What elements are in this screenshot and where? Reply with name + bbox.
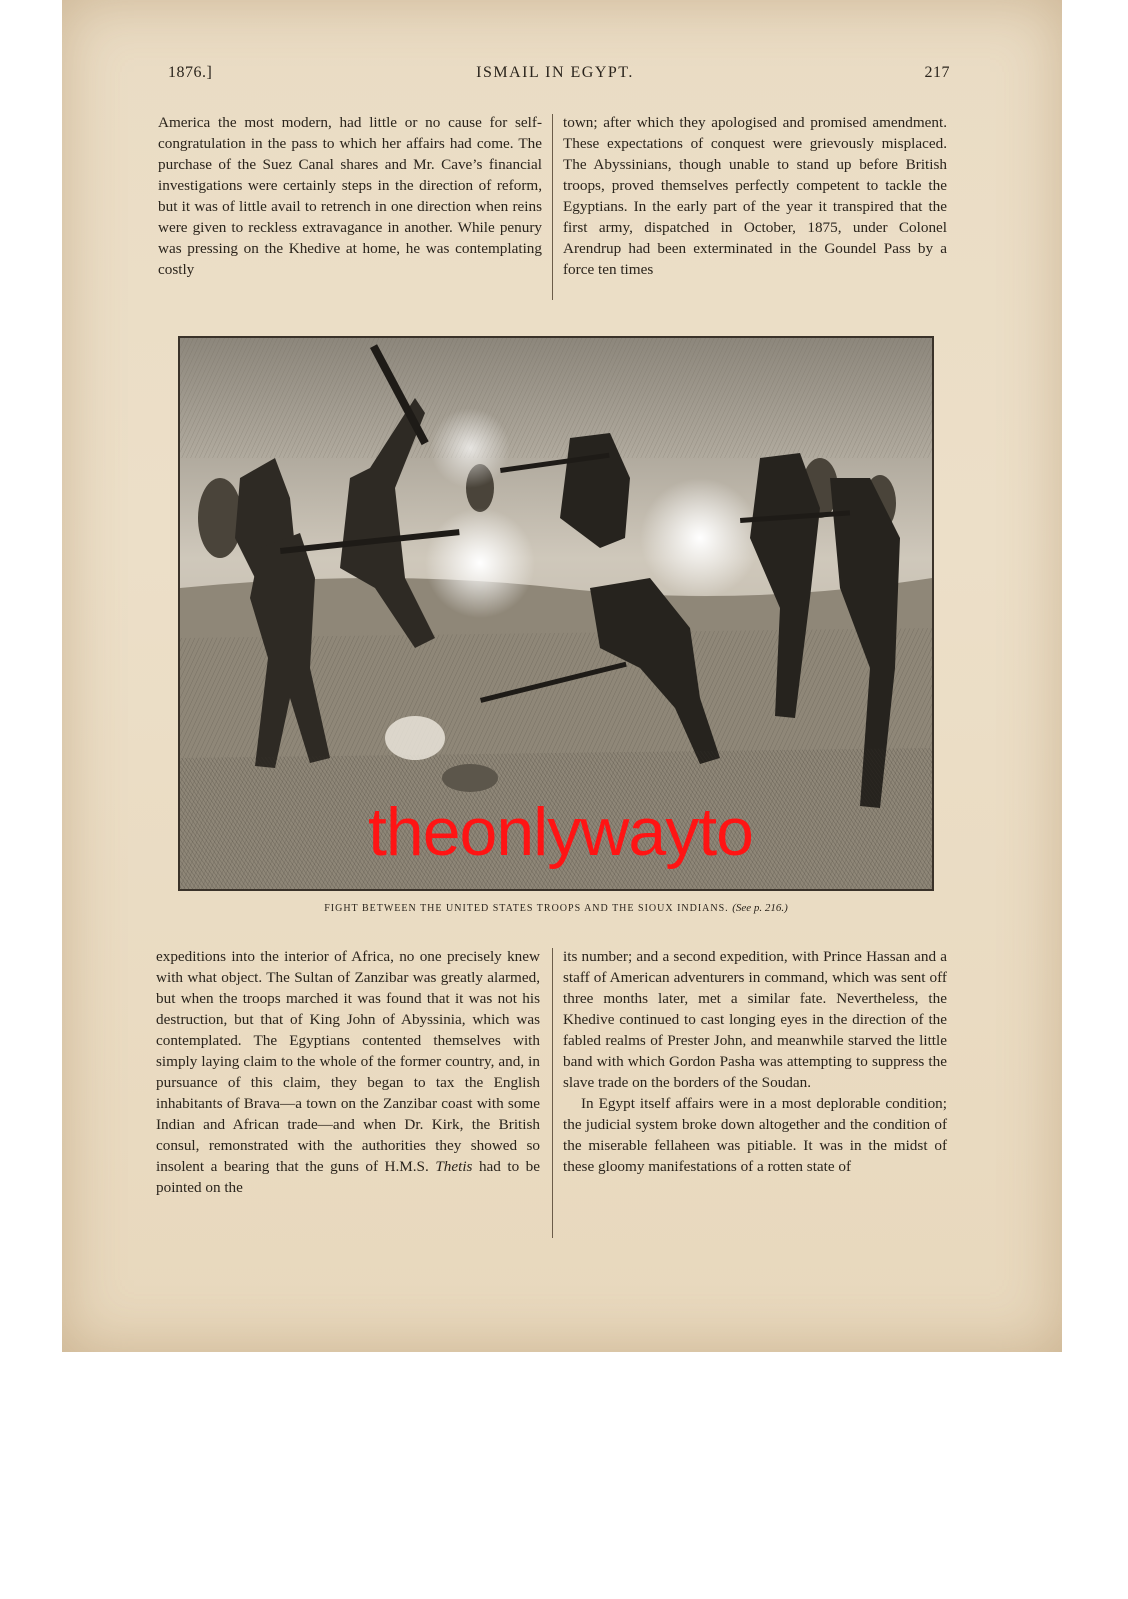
text-run: had to be pointed on the (156, 1158, 541, 1196)
column-top-right (563, 112, 947, 280)
watermark-text: theonlywayto (368, 794, 753, 870)
caption-reference: (See p. 216.) (732, 902, 788, 914)
column-top-left (158, 112, 542, 280)
column-bottom-left (156, 946, 540, 1198)
caption-text: FIGHT BETWEEN THE UNITED STATES TROOPS AND THE SIOUX INDIANS. (324, 903, 729, 914)
paragraph: In Egypt itself affairs were in a most deplorable condition; the judicial system broke down altogether and the condition of the miserable fellaheen was pitiable. It was in the midst of these gloomy manifestations of a rotten state of (563, 1095, 947, 1175)
text-run: expeditions into the interior of Africa, no one precisely knew with what object. The Sultan of Zanzibar was greatly alarmed, but when the troops marched it was found that it was not his destruction, but that of King John of Abyssinia, which was contemplated. The Egyptians contented themselves with simply laying claim to the whole of the former country, and, in pursuance of this claim, they began to tax the English inhabitants of Brava—a town on the Zanzibar coast with some Indian and African trade—and when Dr. Kirk, the British consul, remonstrated with the authorities they showed so insolent a bearing that the guns of H.M.S. (156, 948, 540, 1175)
column-divider (552, 114, 553, 300)
column-divider (552, 948, 553, 1238)
paragraph: its number; and a second expedition, with Prince Hassan and a staff of American adventurers in command, which was sent off three months later, met a similar fate. Nevertheless, the Khedive continued to cast longing eyes in the direction of the fabled realms of Prester John, and meanwhile starved the little band with which Gordon Pasha was attempting to suppress the slave trade on the borders of the Soudan. (563, 948, 947, 1091)
paragraph: America the most modern, had little or no cause for self-congratulation in the pass to which her affairs had come. The purchase of the Suez Canal shares and Mr. Cave’s financial investigations were certainly steps in the direction of reform, but it was of little avail to retrench in one direction when reins were given to reckless extravagance in another. While penury was pressing on the Khedive at home, he was contemplating costly (158, 114, 542, 278)
paragraph: town; after which they apologised and promised amendment. These expectations of conquest were grievously misplaced. The Abyssinians, though unable to stand up before British troops, proved themselves perfectly competent to tackle the Egyptians. In the early part of the year it transpired that the first army, dispatched in October, 1875, under Colonel Arendrup had been exterminated in the Goundel Pass by a force ten times (563, 114, 947, 278)
paragraph (156, 946, 540, 1198)
figure-caption (178, 902, 934, 914)
page-number: 217 (924, 64, 950, 81)
ship-name: Thetis (435, 1158, 473, 1175)
header-title: ISMAIL IN EGYPT. (476, 64, 634, 81)
running-header (160, 64, 950, 88)
column-bottom-right (563, 946, 947, 1177)
header-year: 1876.] (168, 64, 213, 81)
